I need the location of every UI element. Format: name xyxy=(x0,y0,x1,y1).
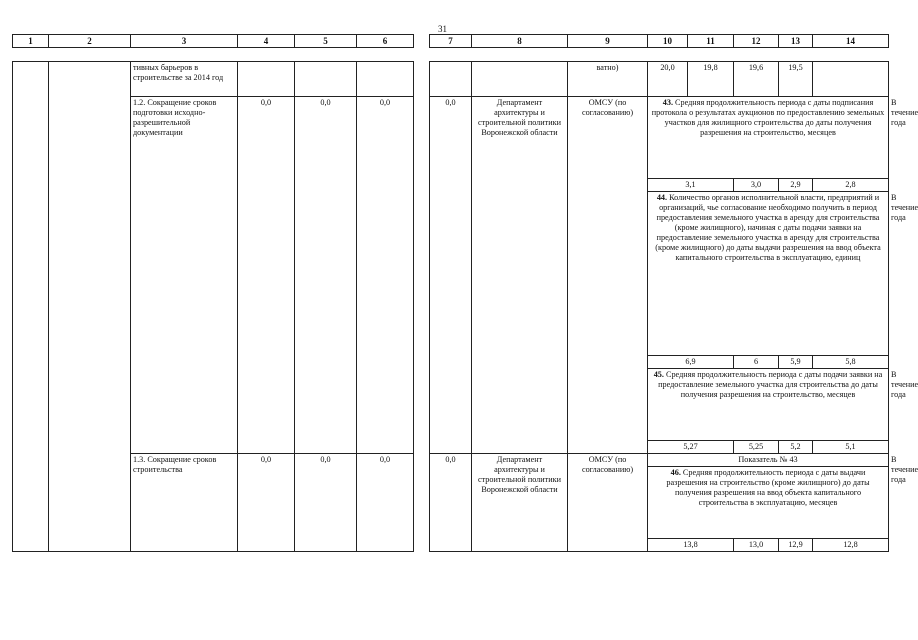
v43-col10: 3,1 xyxy=(648,179,734,192)
v46-col12: 12,9 xyxy=(779,539,813,552)
indicator-46-text: Средняя продолжительность периода с даты выдачи разрешения на строительство (кроме жилищного) до даты получения разрешения на ввод объекта капитального строительства в эксплуатацию, месяцев xyxy=(666,468,870,507)
indicator-44 xyxy=(648,192,889,356)
block13-col8: Департамент архитектуры и строительной политики Воронежской области xyxy=(472,454,568,552)
indicator-46 xyxy=(648,467,889,539)
v44-col10: 6,9 xyxy=(648,356,734,369)
block12-col6: 0,0 xyxy=(357,97,414,454)
v43-col12: 2,9 xyxy=(779,179,813,192)
indicator-46-num: 46. xyxy=(670,468,681,477)
indicator-45-num: 45. xyxy=(653,370,664,379)
col-header-6: 6 xyxy=(357,35,414,48)
col-header-8: 8 xyxy=(472,35,568,48)
v45-col11: 5,25 xyxy=(734,441,779,454)
col-header-14: 14 xyxy=(813,35,889,48)
col-header-12: 12 xyxy=(734,35,779,48)
v46-col10: 13,8 xyxy=(648,539,734,552)
v43-col11: 3,0 xyxy=(734,179,779,192)
col-header-5: 5 xyxy=(295,35,357,48)
block13-col7: 0,0 xyxy=(430,454,472,552)
row0-col11: 19,8 xyxy=(688,62,734,97)
v44-col11: 6 xyxy=(734,356,779,369)
table-gap xyxy=(414,62,430,552)
row0-col12: 19,6 xyxy=(734,62,779,97)
indicator-44-num: 44. xyxy=(656,193,668,202)
indicator-45 xyxy=(648,369,889,441)
row0-col4 xyxy=(238,62,295,97)
v44-col12: 5,9 xyxy=(779,356,813,369)
measures-table: тивных барьеров в строительстве за 2014 год ватно) 20,0 19,8 19,6 19,5 1.2. Сокращение сроков подготовки исходно-разрешительной документации 0,0 0,0 0,0 0,0 Департамент архитектуры и строительной политики Воронежской области ОМСУ (по согласованию) 43. Средняя продолжительность периода с даты подписания протокола о результатах аукционов по предоставлению земельных участков для жилищного строительства до даты получения разрешения на строительство, месяцев В течение года 3,1 3,0 2,9 2,8 44. Количество органов исполнительной власти, предприятий и организаций, чье согласование необходимо получить в период предоставления земельного участка в аренду для строительства (кроме жилищного), начиная с даты подачи заявки на предоставление земельного участка в аренду для строительства (кроме жилищного) до даты выдачи разрешения на ввод объекта капитального строительства в эксплуатацию, единиц В течение года 6,9 6 5,9 5,8 45. Средняя продолжительность периода с даты подачи заявки на предоставление земельного участка для строительства до даты получения разрешения на строительство, месяцев В течение года 5,27 5,25 5,2 5,1 1.3. Сокращение сроков строительства 0,0 0,0 0,0 0,0 Департамент архитектуры и строительной политики Воронежской области ОМСУ (по согласованию) Показатель № 43 В течение года 46. Средняя продолжительность периода с даты выдачи разрешения на строительство (кроме жилищного) до даты получения разрешения на ввод объекта капитального строительства в эксплуатацию, месяцев 13,8 13,0 12,9 12,8 xyxy=(12,61,889,552)
v45-col13: 5,1 xyxy=(813,441,889,454)
indicator-44-text: Количество органов исполнительной власти, предприятий и организаций, чье согласование необходимо получить в период предоставления земельного участка в аренду для строительства (кроме жилищного), начиная с даты подачи заявки на предоставление земельного участка в аренду для строительства (кроме жилищного) до даты выдачи разрешения на ввод объекта капитального строительства в эксплуатацию, единиц xyxy=(655,193,881,262)
indicator-43-num: 43. xyxy=(662,98,673,107)
row0-col8 xyxy=(472,62,568,97)
page-number: 31 xyxy=(438,24,447,34)
indicator-label: Показатель № 43 xyxy=(648,454,889,467)
row0-col9: ватно) xyxy=(568,62,648,97)
col-header-3: 3 xyxy=(131,35,238,48)
col-header-4: 4 xyxy=(238,35,295,48)
v46-col13: 12,8 xyxy=(813,539,889,552)
col-header-13: 13 xyxy=(779,35,813,48)
indicator-43 xyxy=(648,97,889,179)
row0-col7 xyxy=(430,62,472,97)
v44-col13: 5,8 xyxy=(813,356,889,369)
block13-col4: 0,0 xyxy=(238,454,295,552)
column-number-header xyxy=(12,34,889,48)
v45-col10: 5,27 xyxy=(648,441,734,454)
v43-col13: 2,8 xyxy=(813,179,889,192)
row0-col5 xyxy=(295,62,357,97)
header-gap xyxy=(414,35,430,48)
block13-col3: 1.3. Сокращение сроков строительства xyxy=(131,454,238,552)
indicator-43-text: Средняя продолжительность периода с даты подписания протокола о результатах аукционов по предоставлению земельных участков для жилищного строительства до даты получения разрешения на строительство, месяцев xyxy=(651,98,885,137)
col-header-9: 9 xyxy=(568,35,648,48)
cell-col2 xyxy=(49,62,131,552)
block12-col3: 1.2. Сокращение сроков подготовки исходно-разрешительной документации xyxy=(131,97,238,454)
v46-col11: 13,0 xyxy=(734,539,779,552)
row0-col13: 19,5 xyxy=(779,62,813,97)
col-header-1: 1 xyxy=(13,35,49,48)
v45-col12: 5,2 xyxy=(779,441,813,454)
col-header-2: 2 xyxy=(49,35,131,48)
cell-col1 xyxy=(13,62,49,552)
row0-col3: тивных барьеров в строительстве за 2014 год xyxy=(131,62,238,97)
block12-col8: Департамент архитектуры и строительной политики Воронежской области xyxy=(472,97,568,454)
block13-col6: 0,0 xyxy=(357,454,414,552)
block13-col5: 0,0 xyxy=(295,454,357,552)
col-header-7: 7 xyxy=(430,35,472,48)
col-header-10: 10 xyxy=(648,35,688,48)
row0-col10: 20,0 xyxy=(648,62,688,97)
indicator-45-text: Средняя продолжительность периода с даты подачи заявки на предоставление земельного участка для строительства до даты получения разрешения на строительство, месяцев xyxy=(658,370,883,399)
block12-col9: ОМСУ (по согласованию) xyxy=(568,97,648,454)
row0-col14 xyxy=(813,62,889,97)
block12-col7: 0,0 xyxy=(430,97,472,454)
block12-col5: 0,0 xyxy=(295,97,357,454)
row0-col6 xyxy=(357,62,414,97)
block12-col4: 0,0 xyxy=(238,97,295,454)
block13-col9: ОМСУ (по согласованию) xyxy=(568,454,648,552)
col-header-11: 11 xyxy=(688,35,734,48)
